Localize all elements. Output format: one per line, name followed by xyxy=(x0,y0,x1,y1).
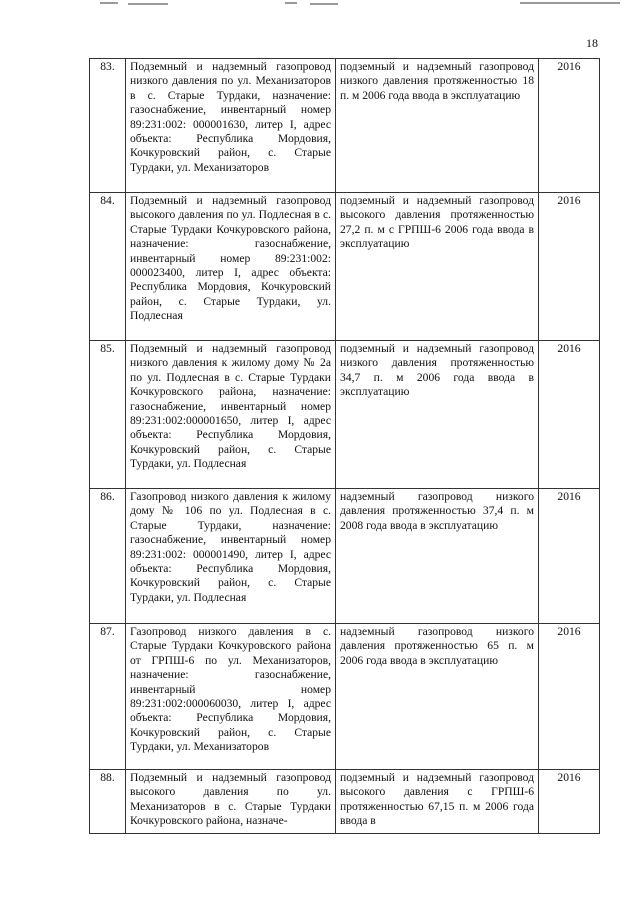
page-number: 18 xyxy=(586,36,598,50)
object-summary: надземный газопровод низкого давления протяженностью 37,4 п. м 2008 года ввода в эксплуатацию xyxy=(336,489,539,624)
object-summary: подземный и надземный газопровод высокого давления с ГРПШ-6 протяженностью 67,15 п. м 2006 года ввода в xyxy=(336,770,539,834)
page-bottom-margin xyxy=(0,842,640,905)
object-description: Газопровод низкого давления в с. Старые Турдаки Кочкуровского района от ГРПШ-6 по ул. Механизаторов, назначение: газоснабжение, инвентарный номер 89:231:002:000060030, литер I, адрес объекта: Республика Мордовия, Кочкуровский район, с. Старые Турдаки, ул. Механизаторов xyxy=(126,624,336,770)
table-row xyxy=(90,770,600,834)
object-year: 2016 xyxy=(539,770,600,834)
scan-artifacts xyxy=(0,0,640,8)
object-year: 2016 xyxy=(539,59,600,193)
property-table xyxy=(89,58,600,834)
object-summary: надземный газопровод низкого давления протяженностью 65 п. м 2006 года ввода в эксплуатацию xyxy=(336,624,539,770)
row-number: 84. xyxy=(90,193,126,341)
object-description: Подземный и надземный газопровод низкого давления к жилому дому № 2а по ул. Подлесная в с. Старые Турдаки Кочкуровского района, назначение: газоснабжение, инвентарный номер 89:231:002:000001650, литер I, адрес объекта: Республика Мордовия, Кочкуровский район, с. Старые Турдаки, ул. Подлесная xyxy=(126,341,336,489)
object-year: 2016 xyxy=(539,193,600,341)
row-number: 86. xyxy=(90,489,126,624)
row-number: 88. xyxy=(90,770,126,834)
row-number: 87. xyxy=(90,624,126,770)
object-year: 2016 xyxy=(539,624,600,770)
object-description: Газопровод низкого давления к жилому дому № 106 по ул. Подлесная в с. Старые Турдаки, назначение: газоснабжение, инвентарный номер 89:231:002: 000001490, литер I, адрес объекта: Республика Мордовия, Кочкуровский район, с. Старые Турдаки, ул. Подлесная xyxy=(126,489,336,624)
object-year: 2016 xyxy=(539,341,600,489)
object-summary: подземный и надземный газопровод низкого давления протяженностью 34,7 п. м 2006 года ввода в эксплуатацию xyxy=(336,341,539,489)
object-summary: подземный и надземный газопровод высокого давления протяженностью 27,2 п. м с ГРПШ-6 2006 года ввода в эксплуатацию xyxy=(336,193,539,341)
table-row xyxy=(90,341,600,489)
table-row xyxy=(90,193,600,341)
object-year: 2016 xyxy=(539,489,600,624)
table-row xyxy=(90,59,600,193)
table-row xyxy=(90,624,600,770)
object-summary: подземный и надземный газопровод низкого давления протяженностью 18 п. м 2006 года ввода в эксплуатацию xyxy=(336,59,539,193)
row-number: 83. xyxy=(90,59,126,193)
object-description: Подземный и надземный газопровод низкого давления по ул. Механизаторов в с. Старые Турдаки, назначение: газоснабжение, инвентарный номер 89:231:002: 000001630, литер I, адрес объекта: Республика Мордовия, Кочкуровский район, с. Старые Турдаки, ул. Механизаторов xyxy=(126,59,336,193)
table-row xyxy=(90,489,600,624)
object-description: Подземный и надземный газопровод высокого давления по ул. Подлесная в с. Старые Турдаки Кочкуровского района, назначение: газоснабжение, инвентарный номер 89:231:002: 000023400, литер I, адрес объекта: Республика Мордовия, Кочкуровский район, с. Старые Турдаки, ул. Подлесная xyxy=(126,193,336,341)
object-description: Подземный и надземный газопровод высокого давления по ул. Механизаторов в с. Старые Турдаки Кочкуровского района, назначе- xyxy=(126,770,336,834)
row-number: 85. xyxy=(90,341,126,489)
